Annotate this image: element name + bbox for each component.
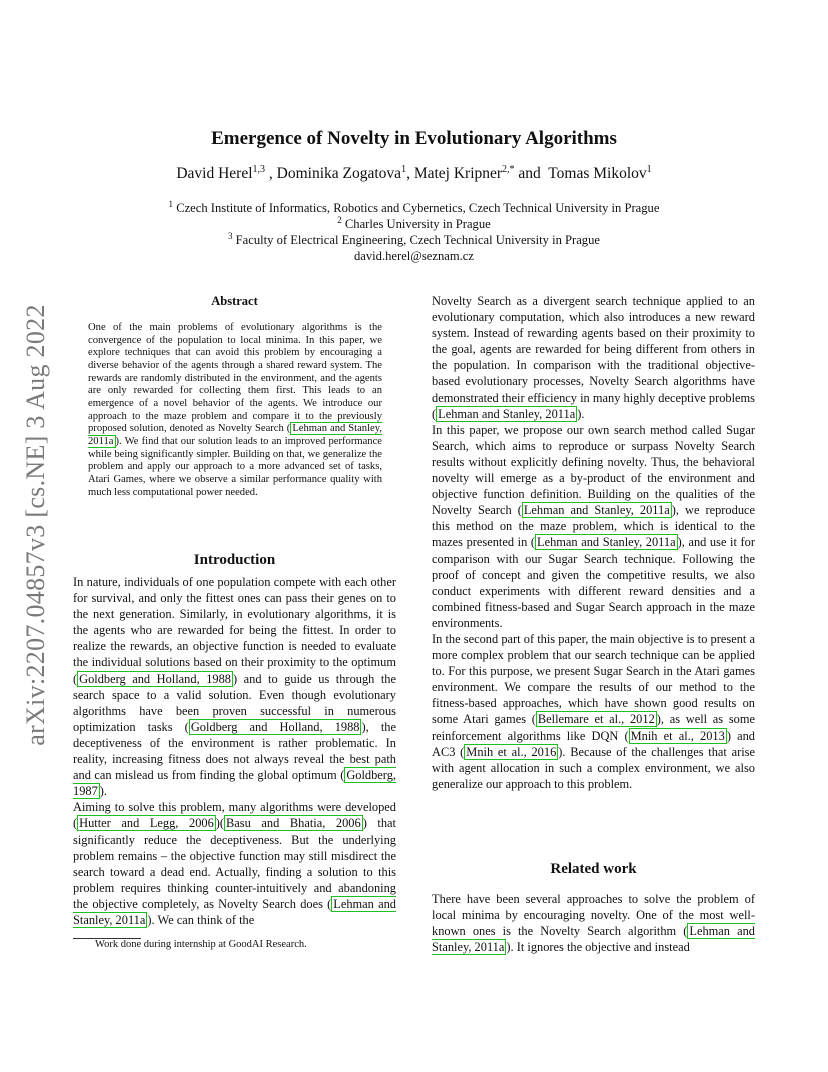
citation-link[interactable]: Mnih et al., 2013 [630,728,725,743]
introduction-heading: Introduction [193,552,276,568]
paragraph: In the second part of this paper, the main objective is to present a more complex problem that our search technique can be applied to. For this purpose, we present Sugar Search in the Atari games environment. We compare the results of our method to the fitness-based approaches, which have shown good results on some Atari games ( Bellemare et al., 2012 ), as well as some reinforcement algorithms like DQN ( Mnih et al., 2013 ) and AC3 ( Mnih et al., 2016 ). Because of the challenges that arise with agent allocation in such a complex environment, we also generalize our approach to this problem. [432,631,755,791]
paragraph: In this paper, we propose our own search method called Sugar Search, which aims to reproduce or surpass Novelty Search results without explicitly defining novelty. Thus, the behavioral novelty will emerge as a by-product of the environment and objective function definition. Building on the qualities of the Novelty Search ( Lehman and Stanley, 2011a ), we reproduce this method on the maze problem, which is identical to the mazes presented in ( Lehman and Stanley, 2011a ), and use it for comparison with our Sugar Search technique. Following the proof of concept and given the competitive results, we also conduct experiments with different reward densities and a combined fitness-based and Sugar Search approach in the maze environments. [432,422,756,630]
author-sup: 1,3 [252,163,266,175]
author-sup: 1 [401,163,407,175]
affiliation: $^1$ Czech Institute of Informatics, Robotics and Cybernetics, Czech Technical University in Prague [168,198,660,215]
citation-link[interactable]: Basu and Bhatia, 2006 [226,816,361,831]
citation-link[interactable]: Goldberg, 1987 [73,768,396,799]
author-name: Matej Kripner [413,165,503,182]
citation-link[interactable]: Lehman and Stanley, 2011a [523,503,670,518]
arxiv-identifier: arXiv:2207.04857v3 [cs.NE] 3 Aug 2022 [21,304,50,746]
paragraph: In nature, individuals of one population compete with each other for survival, and only the fittest ones can pass their genes on to the next generation. Similarly, in evolutionary algorithms, it is the agents who are rewarded for being the fittest. In order to realize the rewards, an objective function is needed to evaluate the individual solutions based on their proximity to the optimum ( Goldberg and Holland, 1988 ) and to guide us through the search space to a valid solution. Even though evolutionary algorithms have been proven successful in numerous optimization tasks ( Goldberg and Holland, 1988 ), the deceptiveness of the environment is rather problematic. In reality, increasing fitness does not always reveal the best path and can mislead us from finding the global optimum ( Goldberg, 1987 ). [73,575,397,799]
citation-link[interactable]: Lehman and Stanley, 2011a [73,896,396,927]
footnote: Work done during internship at GoodAI Research. [95,939,307,950]
paragraph: There have been several approaches to solve the problem of local minima by encouraging novelty. One of the most well-known ones is the Novelty Search algorithm ( Lehman and Stanley, 2011a ). It ignores the objective and instead [432,892,755,955]
paragraph: Novelty Search as a divergent search technique applied to an evolutionary computation, which also introduces a new reward system. Instead of rewarding agents based on their proximity to the goal, agents are rewarded for being different from others in the population. In comparison with the traditional objective-based evolutionary processes, Novelty Search algorithms have demonstrated their efficiency in many highly deceptive problems ( Lehman and Stanley, 2011a ). [432,294,755,421]
author-name: David Herel [176,165,253,182]
introduction-left-column [73,574,396,928]
affiliation: $^3$ Faculty of Electrical Engineering, Czech Technical University in Prague [228,230,600,247]
citation-link[interactable]: Goldberg and Holland, 1988 [79,671,231,686]
citation-link[interactable]: Hutter and Legg, 2006 [79,816,214,831]
citation-link[interactable]: Mnih et al., 2016 [466,744,557,759]
citation-link[interactable]: Lehman and Stanley, 2011a [438,406,576,421]
affiliation: $^2$ Charles University in Prague [337,214,491,231]
affiliations [0,200,828,264]
citation-link[interactable]: Lehman and Stanley, 2011a [537,535,676,550]
author-sup: 1 [646,163,652,175]
author-list: David Herel$^{1,3}$ , Dominika Zogatova$^1$, Matej Kripner$^{2,*}$ and Tomas Mikolov$^1$ [176,163,652,182]
email: david.herel@seznam.cz [354,249,474,263]
author-name: Dominika Zogatova [276,165,402,182]
abstract-heading: Abstract [211,294,258,308]
citation-link[interactable]: Bellemare et al., 2012 [537,712,655,727]
abstract-text: One of the main problems of evolutionary algorithms is the convergence of the population to local minima. In this paper, we explore techniques that can avoid this problem by encouraging a diverse behavior of the agents through a shared reward system. The rewards are randomly distributed in the environment, and the agents are only rewarded for collecting them first. This leads to an emergence of a novel behavior of the agents. We introduce our approach to the maze problem and compare it to the previously proposed solution, denoted as Novelty Search ( Lehman and Stanley, 2011a ). We find that our solution leads to an improved performance while being significantly simpler. Building on that, we generalize the problem and apply our approach to a more advanced set of tasks, Atari Games, where we observe a similar performance quality with much less computational power needed. [88,322,382,498]
author-name: Tomas Mikolov [548,165,647,182]
related-work-text [432,891,755,955]
introduction-right-column [432,293,755,792]
paper-title: Emergence of Novelty in Evolutionary Algorithms [211,128,617,149]
related-work-heading: Related work [550,861,637,877]
citation-link[interactable]: Lehman and Stanley, 2011a [88,423,382,447]
citation-link[interactable]: Goldberg and Holland, 1988 [190,719,360,734]
author-sup: 2,* [502,163,515,175]
paragraph: Aiming to solve this problem, many algorithms were developed ( Hutter and Legg, 2006 )( Basu and Bhatia, 2006 ) that significantly reduce the deceptiveness. But the underlying problem remains – the objective function may still misdirect the search toward a dead end. Actually, finding a solution to this problem requires thinking counter-intuitively and abandoning the objective completely, as Novelty Search does ( Lehman and Stanley, 2011a ). We can think of the [73,800,396,927]
citation-link[interactable]: Lehman and Stanley, 2011a [432,924,755,955]
